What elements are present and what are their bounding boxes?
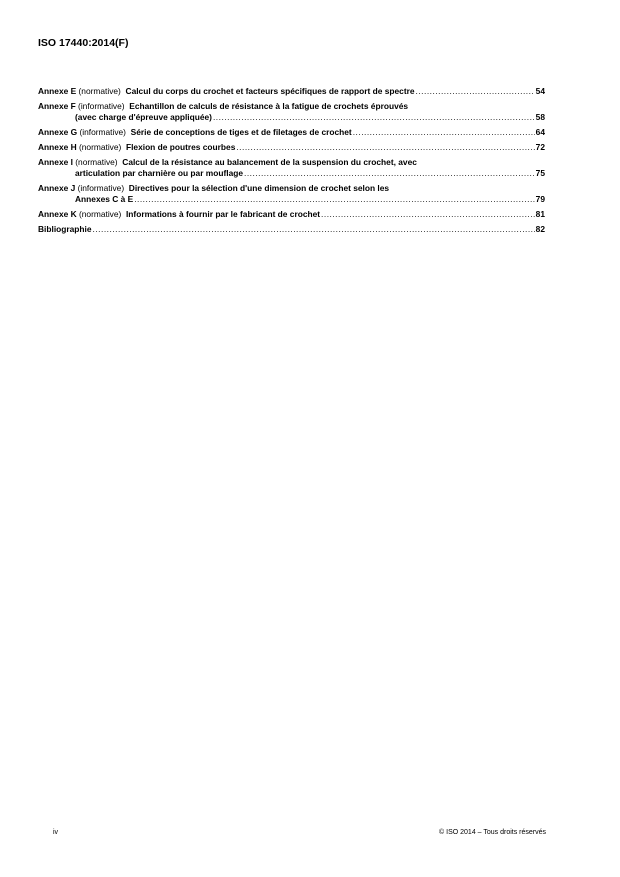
toc-entry-annexe-h[interactable] <box>38 142 545 153</box>
toc-label: Annexe H <box>38 142 77 152</box>
toc-title-continued: (avec charge d'épreuve appliquée) <box>75 112 212 122</box>
toc-entry-annexe-i[interactable] <box>38 157 545 179</box>
toc-label: Annexe I <box>38 157 73 167</box>
toc-label: Annexe G <box>38 127 78 137</box>
toc-entry-annexe-e[interactable] <box>38 86 545 97</box>
toc-page: 82 <box>535 224 545 234</box>
toc-page: 79 <box>535 194 545 204</box>
toc-entry-annexe-k[interactable] <box>38 209 545 220</box>
toc-page: 75 <box>535 168 545 178</box>
dot-leader <box>244 168 535 179</box>
toc-label: Annexe J <box>38 183 76 193</box>
toc-title: Directives pour la sélection d'une dimension de crochet selon les <box>128 183 390 193</box>
toc-kind: (informative) <box>79 127 126 137</box>
dot-leader <box>134 194 534 205</box>
toc-title: Informations à fournir par le fabricant de crochet <box>125 209 321 219</box>
page-number: iv <box>53 829 59 836</box>
toc-title: Calcul du corps du crochet et facteurs spécifiques de rapport de spectre <box>125 86 415 96</box>
toc-label: Annexe F <box>38 101 76 111</box>
dot-leader <box>213 112 535 123</box>
toc-kind: (informative) <box>78 101 125 111</box>
toc-kind: (normative) <box>75 157 118 167</box>
toc-entry-annexe-f[interactable] <box>38 101 545 123</box>
table-of-contents <box>38 86 545 239</box>
toc-title-continued: Annexes C à E <box>75 194 134 204</box>
toc-title: Série de conceptions de tiges et de filetages de crochet <box>130 127 352 137</box>
toc-entry-annexe-j[interactable] <box>38 183 545 205</box>
toc-entry-annexe-g[interactable] <box>38 127 545 138</box>
document-id: ISO 17440:2014(F) <box>38 37 129 49</box>
dot-leader <box>321 209 535 220</box>
toc-page: 72 <box>535 142 545 152</box>
toc-kind: (normative) <box>78 209 122 219</box>
toc-kind: (normative) <box>78 142 122 152</box>
toc-page: 81 <box>535 209 545 219</box>
toc-page: 64 <box>535 127 545 137</box>
dot-leader <box>416 86 535 97</box>
dot-leader <box>353 127 535 138</box>
toc-kind: (informative) <box>77 183 125 193</box>
dot-leader <box>236 142 534 153</box>
copyright-notice: © ISO 2014 – Tous droits réservés <box>439 829 546 836</box>
toc-title: Calcul de la résistance au balancement de la suspension du crochet, avec <box>122 157 417 167</box>
toc-entry-bibliographie[interactable] <box>38 224 545 235</box>
toc-title-continued: articulation par charnière ou par mouflage <box>75 168 244 178</box>
toc-title: Flexion de poutres courbes <box>125 142 236 152</box>
toc-label: Bibliographie <box>38 224 92 234</box>
toc-page: 58 <box>535 112 545 122</box>
toc-label: Annexe K <box>38 209 77 219</box>
toc-kind: (normative) <box>78 86 121 96</box>
dot-leader <box>93 224 535 235</box>
toc-page: 54 <box>535 86 545 96</box>
toc-title: Echantillon de calculs de résistance à la fatigue de crochets éprouvés <box>129 101 409 111</box>
toc-label: Annexe E <box>38 86 77 96</box>
